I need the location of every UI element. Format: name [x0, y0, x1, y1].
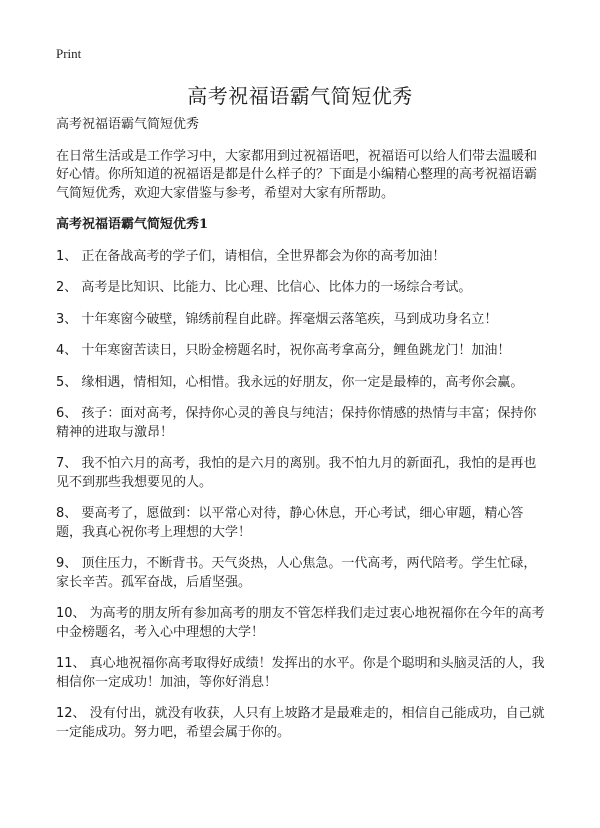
list-item: 7、 我不怕六月的高考，我怕的是六月的离别。我不怕九月的新面孔，我怕的是再也见不到那些我想要见的人。	[56, 456, 537, 490]
list-item: 4、 十年寒窗苦读日，只盼金榜题名时，祝你高考拿高分，鲤鱼跳龙门！加油！	[56, 343, 511, 358]
list-item: 2、 高考是比知识、比能力、比心理、比信心、比体力的一场综合考试。	[56, 280, 472, 295]
list-item: 12、 没有付出，就没有收获，人只有上坡路才是最难走的，相信自己能成功，自己就一定能成功。努力吧，希望会属于你的。	[56, 706, 545, 740]
print-label: Print	[56, 46, 82, 61]
list-item: 5、 缘相遇，情相知，心相惜。我永远的好朋友，你一定是最棒的，高考你会赢。	[56, 374, 524, 390]
intro-paragraph: 在日常生活或是工作学习中，大家都用到过祝福语吧，祝福语可以给人们带去温暖和好心情。你所知道的祝福语是都是什么样子的？下面是小编精心整理的高考祝福语霸气简短优秀，欢迎大家借鉴与参考，希望对大家有所帮助。	[56, 148, 538, 201]
list-item: 6、 孩子：面对高考，保持你心灵的善良与纯洁；保持你情感的热情与丰富；保持你精神的进取与激昂！	[56, 406, 537, 440]
list-item: 3、 十年寒窗今破壁，锦绣前程自此辟。挥毫烟云落笔疾，马到成功身名立！	[56, 311, 498, 327]
section-heading: 高考祝福语霸气简短优秀1	[56, 217, 209, 232]
document-body	[56, 116, 546, 755]
subtitle: 高考祝福语霸气简短优秀	[56, 117, 200, 132]
list-item: 10、 为高考的朋友所有参加高考的朋友不管怎样我们走过衷心地祝福你在今年的高考中金榜题名，考入心中理想的大学！	[56, 606, 545, 640]
list-item: 1、 正在备战高考的学子们，请相信，全世界都会为你的高考加油！	[56, 248, 446, 264]
list-item: 9、 顶住压力，不断背书。天气炎热，人心焦急。一代高考，两代陪考。学生忙碌，家长辛苦。孤军奋战，后盾坚强。	[56, 556, 537, 590]
list-item: 11、 真心地祝福你高考取得好成绩！发挥出的水平。你是个聪明和头脑灵活的人，我相信你一定成功！加油，等你好消息！	[56, 656, 545, 690]
page-title: 高考祝福语霸气简短优秀	[187, 84, 413, 108]
list-item: 8、 要高考了，愿做到：以平常心对待，静心休息，开心考试，细心审题，精心答题，我真心祝你考上理想的大学！	[56, 506, 524, 540]
blessing-list	[56, 248, 546, 743]
